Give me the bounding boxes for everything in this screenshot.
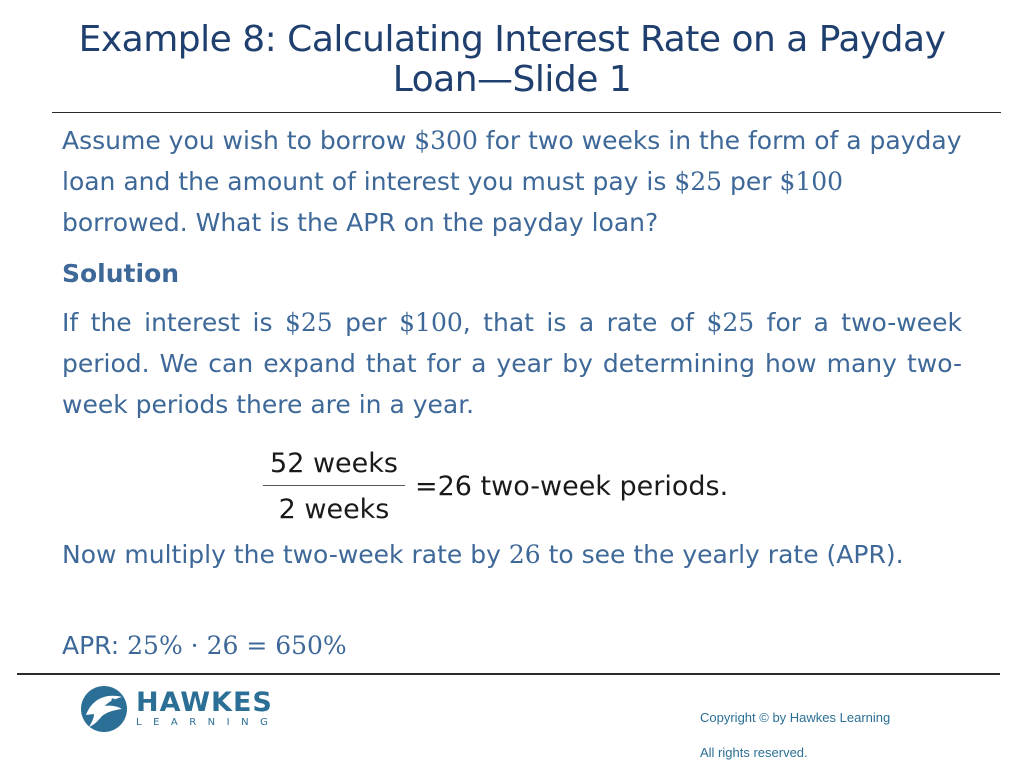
solution-heading: Solution <box>62 259 180 288</box>
hawk-icon <box>80 685 128 733</box>
hawkes-learning-logo <box>80 684 290 734</box>
multiply-text-2: to see the yearly rate (APR). <box>540 540 904 569</box>
problem-text-4: borrowed. What is the APR on the payday loan? <box>62 208 659 237</box>
apr-expression: 25% · 26 = 650% <box>127 631 347 660</box>
solution-amount-100: $100 <box>399 308 463 337</box>
multiply-factor-26: 26 <box>508 540 541 569</box>
logo-word-hawkes: HAWKES <box>136 687 273 718</box>
solution-amount-25: $25 <box>284 308 333 337</box>
fraction <box>263 448 405 525</box>
fraction-equation <box>263 441 728 531</box>
title-divider <box>52 112 1001 113</box>
solution-text-1: If the interest is <box>62 308 285 337</box>
logo-word-learning: LEARNING <box>136 717 280 728</box>
rights-reserved-text: All rights reserved. <box>700 745 808 760</box>
problem-text-2: for two weeks in the form of a payday loan and the amount of interest you must pay is <box>62 126 962 196</box>
problem-text-3: per <box>722 167 780 196</box>
solution-text-3: , that is a rate of <box>462 308 707 337</box>
fraction-result: =26 two-week periods. <box>415 470 729 502</box>
slide-title-line-2: Loan—Slide 1 <box>392 59 632 100</box>
copyright-text: Copyright © by Hawkes Learning <box>700 710 891 725</box>
problem-paragraph <box>62 120 962 243</box>
fraction-numerator: 52 weeks <box>270 447 398 479</box>
footer-divider <box>17 673 1000 675</box>
solution-rate-25: $25 <box>706 308 755 337</box>
problem-amount-300: $300 <box>414 126 478 155</box>
logo-text <box>136 689 279 729</box>
slide-title <box>40 20 984 100</box>
apr-label: APR: <box>62 631 128 660</box>
apr-line <box>62 625 962 666</box>
problem-text-1: Assume you wish to borrow <box>62 126 415 155</box>
solution-paragraph <box>62 302 962 425</box>
multiply-text-1: Now multiply the two-week rate by <box>62 540 509 569</box>
solution-text-2: per <box>332 308 400 337</box>
problem-amount-25: $25 <box>674 167 723 196</box>
multiply-paragraph <box>62 534 962 575</box>
slide-title-line-1: Example 8: Calculating Interest Rate on a Payday <box>78 19 946 60</box>
problem-amount-100: $100 <box>779 167 844 196</box>
fraction-denominator: 2 weeks <box>278 493 390 525</box>
solution-text-4: for a two-week period. We can expand that for a year by determining how many two-week periods there are in a year. <box>62 308 962 419</box>
